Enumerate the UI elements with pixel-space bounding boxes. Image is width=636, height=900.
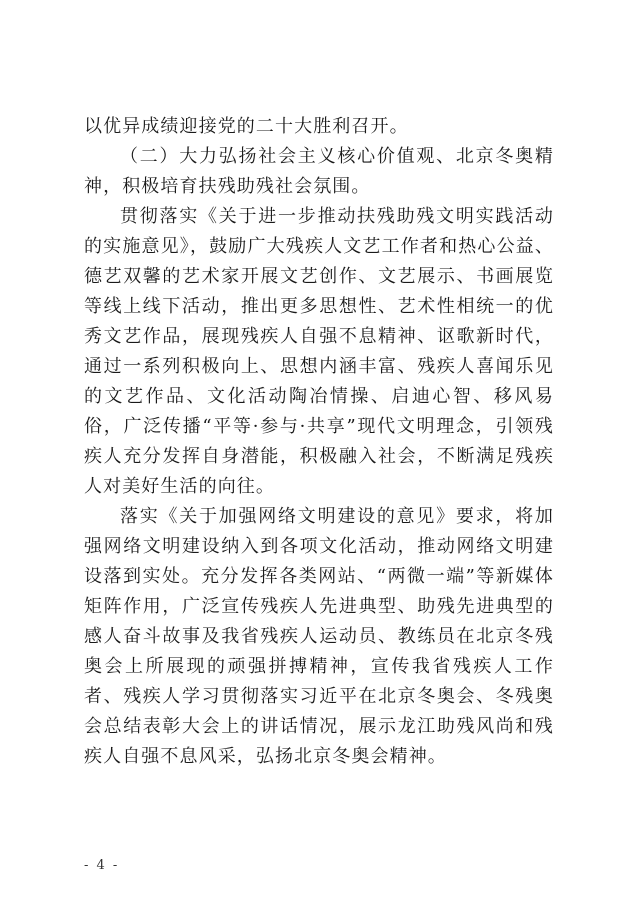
document-body: [84, 112, 554, 772]
page-number: - 4 -: [84, 858, 120, 873]
paragraph-implementation: 贯彻落实《关于进一步推动扶残助残文明实践活动的实施意见》，鼓励广大残疾人文艺工作者和热心公益、德艺双馨的艺术家开展文艺创作、文艺展示、书画展览等线上线下活动，推出更多思想性、艺术性相统一的优秀文艺作品，展现残疾人自强不息精神、讴歌新时代，通过一系列积极向上、思想内涵丰富、残疾人喜闻乐见的文艺作品、文化活动陶冶情操、启迪心智、移风易俗，广泛传播“平等·参与·共享”现代文明理念，引领残疾人充分发挥自身潜能，积极融入社会，不断满足残疾人对美好生活的向往。: [84, 206, 554, 497]
paragraph-network-civilization: 落实《关于加强网络文明建设的意见》要求，将加强网络文明建设纳入到各项文化活动，推动网络文明建设落到实处。充分发挥各类网站、“两微一端”等新媒体矩阵作用，广泛宣传残疾人先进典型、助残先进典型的感人奋斗故事及我省残疾人运动员、教练员在北京冬残奥会上所展现的顽强拼搏精神，宣传我省残疾人工作者、残疾人学习贯彻落实习近平在北京冬奥会、冬残奥会总结表彰大会上的讲话情况，展示龙江助残风尚和残疾人自强不息风采，弘扬北京冬奥会精神。: [84, 506, 554, 767]
section-heading: （二）大力弘扬社会主义核心价值观、北京冬奥精神，积极培育扶残助残社会氛围。: [84, 146, 554, 197]
paragraph-continuation: 以优异成绩迎接党的二十大胜利召开。: [84, 116, 409, 137]
